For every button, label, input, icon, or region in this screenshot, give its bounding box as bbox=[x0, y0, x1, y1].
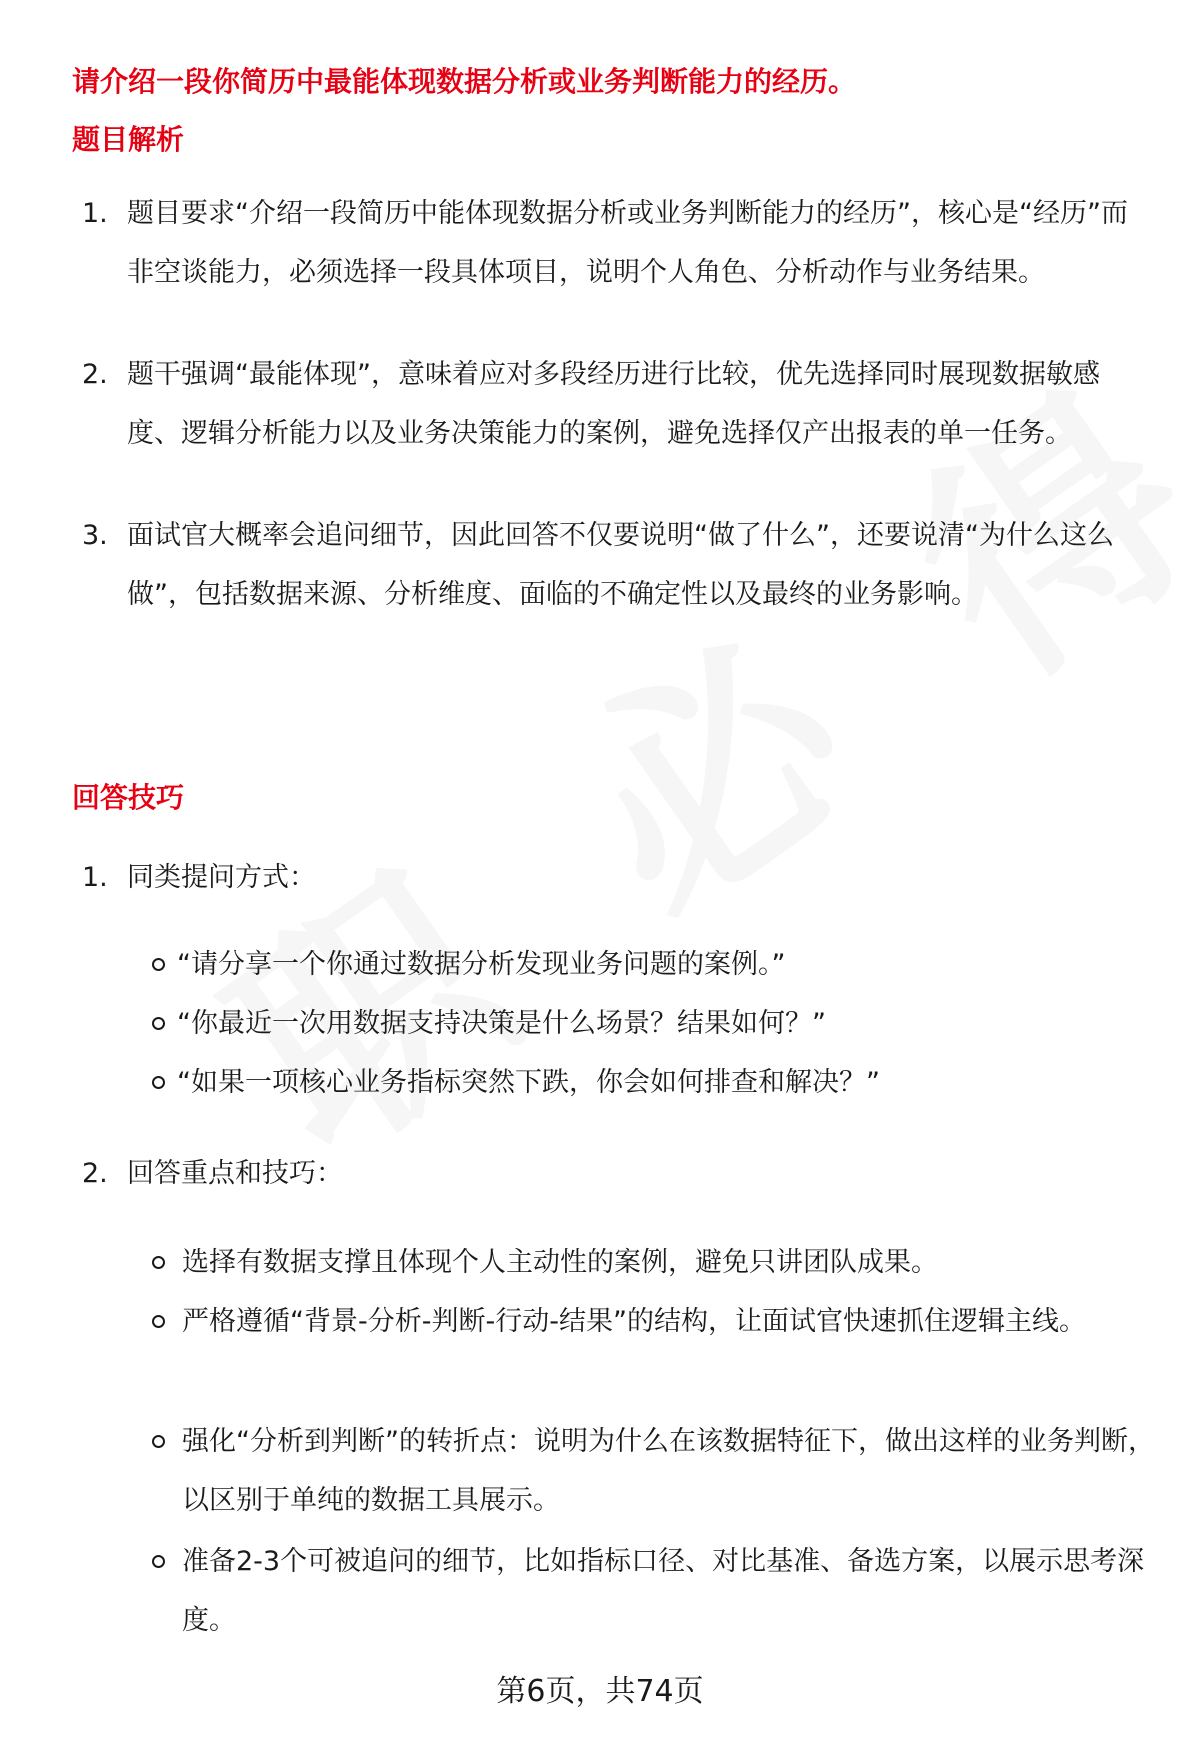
list-text: 严格遵循“背景-分析-判断-行动-结果”的结构，让面试官快速抓住逻辑主线。 bbox=[182, 1306, 1086, 1337]
bullet-circle-icon bbox=[152, 1315, 165, 1328]
bullet-circle-icon bbox=[152, 1435, 165, 1448]
tips-group-1-item-1 bbox=[152, 935, 1162, 994]
list-number: 1. bbox=[82, 198, 108, 229]
analysis-item-3 bbox=[82, 506, 1142, 624]
analysis-item-1 bbox=[82, 184, 1142, 302]
list-text: 强化“分析到判断”的转折点：说明为什么在该数据特征下，做出这样的业务判断，以区别于单纯的数据工具展示。 bbox=[182, 1426, 1155, 1516]
list-text: 同类提问方式： bbox=[127, 862, 316, 893]
list-number: 2. bbox=[82, 359, 108, 390]
list-text: 题目要求“介绍一段简历中能体现数据分析或业务判断能力的经历”，核心是“经历”而非空谈能力，必须选择一段具体项目，说明个人角色、分析动作与业务结果。 bbox=[127, 198, 1128, 288]
tips-group-1-item-3 bbox=[152, 1053, 1162, 1112]
tips-group-2 bbox=[82, 1144, 1142, 1203]
bullet-circle-icon bbox=[152, 1555, 165, 1568]
list-text: 准备2-3个可被追问的细节，比如指标口径、对比基准、备选方案，以展示思考深度。 bbox=[182, 1546, 1145, 1636]
list-text: 题干强调“最能体现”，意味着应对多段经历进行比较，优先选择同时展现数据敏感度、逻辑分析能力以及业务决策能力的案例，避免选择仅产出报表的单一任务。 bbox=[127, 359, 1100, 449]
section-title-analysis: 题目解析 bbox=[72, 123, 185, 156]
list-text: 回答重点和技巧： bbox=[127, 1158, 343, 1189]
list-text: “请分享一个你通过数据分析发现业务问题的案例。” bbox=[177, 949, 786, 980]
tips-group-1 bbox=[82, 848, 1142, 907]
list-text: 面试官大概率会追问细节，因此回答不仅要说明“做了什么”，还要说清“为什么这么做”，包括数据来源、分析维度、面临的不确定性以及最终的业务影响。 bbox=[127, 520, 1114, 610]
list-number: 2. bbox=[82, 1158, 108, 1189]
section-title-tips: 回答技巧 bbox=[72, 781, 185, 814]
list-text: “如果一项核心业务指标突然下跌，你会如何排查和解决？” bbox=[177, 1067, 880, 1098]
bullet-circle-icon bbox=[152, 958, 165, 971]
tips-group-2-item-1 bbox=[152, 1233, 1162, 1292]
tips-group-2-item-2 bbox=[152, 1292, 1162, 1351]
bullet-circle-icon bbox=[152, 1256, 165, 1269]
page-number-footer: 第6页，共74页 bbox=[496, 1674, 704, 1709]
list-text: “你最近一次用数据支持决策是什么场景？结果如何？” bbox=[177, 1008, 826, 1039]
list-number: 1. bbox=[82, 862, 108, 893]
tips-group-1-item-2 bbox=[152, 994, 1162, 1053]
list-text: 选择有数据支撑且体现个人主动性的案例，避免只讲团队成果。 bbox=[182, 1247, 938, 1278]
question-heading: 请介绍一段你简历中最能体现数据分析或业务判断能力的经历。 bbox=[72, 65, 857, 98]
analysis-item-2 bbox=[82, 345, 1142, 463]
bullet-circle-icon bbox=[152, 1017, 165, 1030]
list-number: 3. bbox=[82, 520, 108, 551]
bullet-circle-icon bbox=[152, 1076, 165, 1089]
tips-group-2-item-3 bbox=[152, 1412, 1162, 1530]
tips-group-2-item-4 bbox=[152, 1532, 1162, 1650]
